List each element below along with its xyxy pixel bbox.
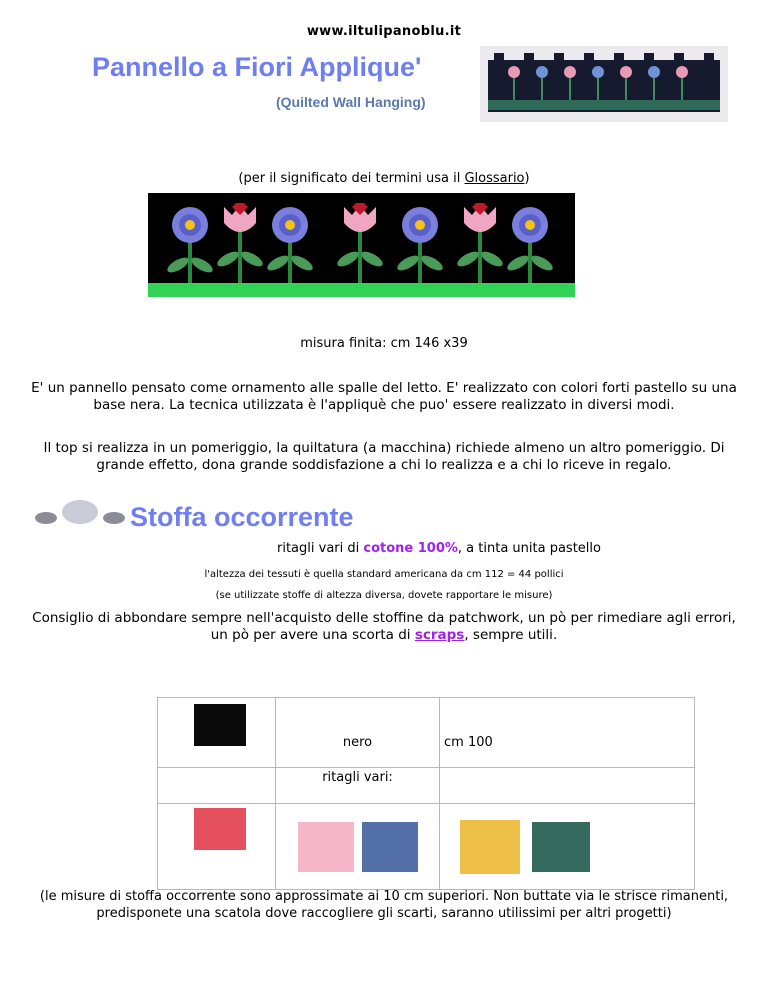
section-title: Stoffa occorrente (130, 502, 354, 532)
yellow-green-swatch-cell (440, 804, 695, 890)
glossary-suffix: ) (524, 171, 530, 186)
cotton-suffix: , a tinta unita pastello (457, 541, 601, 556)
final-note: (le misure di stoffa occorrente sono approssimate ai 10 cm superiori. Non buttate via le strisce rimanenti, predisponete una scatola dove raccogliere gli scarti, saranno utilissimi per altri progetti) (39, 889, 729, 921)
intro-paragraph-1: E' un pannello pensato come ornamento alle spalle del letto. E' realizzato con colori forti pastello su una base nera. La tecnica utilizzata è l'appliquè che puo' essere realizzato in diversi modi. (31, 380, 737, 413)
cotton-line (0, 541, 768, 556)
red-swatch (194, 808, 246, 850)
pink-blue-swatch-cell (276, 804, 440, 890)
fabric-ratio-note: (se utilizzate stoffe di altezza diversa, dovete rapportare le misure) (215, 590, 553, 601)
cotton-bold: cotone 100% (363, 541, 458, 556)
wall-hanging-photo (480, 46, 728, 122)
black-label-cell: nero (276, 698, 440, 768)
glossary-prefix: (per il significato dei termini usa il (238, 171, 465, 186)
page-subtitle: (Quilted Wall Hanging) (276, 94, 426, 110)
flower-banner-image (148, 193, 575, 297)
pink-swatch (298, 822, 354, 872)
fabric-width-note: l'altezza dei tessuti è quella standard americana da cm 112 = 44 pollici (204, 569, 564, 580)
green-swatch (532, 822, 590, 872)
intro-paragraph-2: Il top si realizza in un pomeriggio, la quiltatura (a macchina) richiede almeno un altro pomeriggio. Di grande effetto, dona grande soddisfazione a chi lo realizza e a chi lo riceve in regalo. (43, 440, 725, 473)
yellow-swatch (460, 820, 520, 874)
black-qty-cell: cm 100 (440, 698, 695, 768)
advice-prefix: Consiglio di abbondare sempre nell'acquisto delle stoffine da patchwork, un pò per rimediare agli errori, un pò per avere una scorta di (32, 610, 736, 643)
black-swatch (194, 704, 246, 746)
blue-swatch (362, 822, 418, 872)
red-swatch-cell (158, 804, 276, 890)
finished-size: misura finita: cm 146 x39 (300, 336, 468, 351)
ritagli-label-cell: ritagli vari: (276, 768, 440, 804)
advice-paragraph (30, 610, 738, 644)
cotton-prefix: ritagli vari di (277, 541, 364, 556)
site-url: www.iltulipanoblu.it (306, 24, 462, 39)
fabric-table (157, 697, 695, 890)
black-swatch-cell (158, 698, 276, 768)
scraps-link[interactable]: scraps (414, 627, 465, 643)
glossary-line (0, 171, 768, 186)
advice-suffix: , sempre utili. (464, 627, 558, 643)
page-title: Pannello a Fiori Applique' (92, 52, 422, 82)
stones-decoration-icon (30, 498, 130, 528)
glossary-link[interactable]: Glossario (464, 171, 525, 186)
